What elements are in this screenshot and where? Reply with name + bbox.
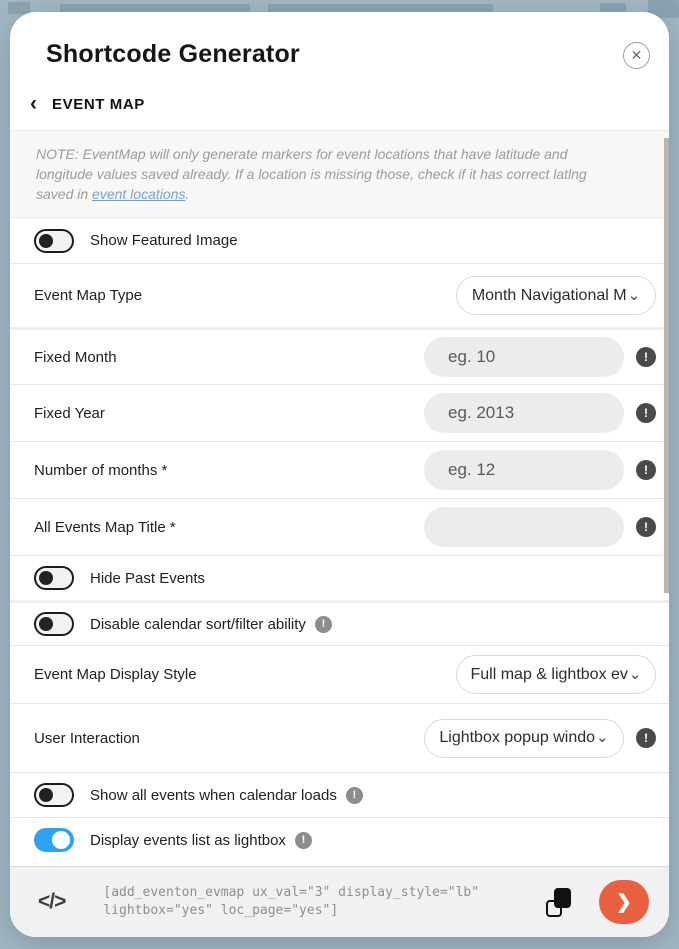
select-value: Lightbox popup windo: [439, 729, 596, 747]
row-label: Show all events when calendar loads: [90, 786, 337, 804]
toggle-knob: [39, 788, 53, 802]
row-label: Event Map Type: [34, 287, 143, 305]
generate-next-button[interactable]: [599, 880, 649, 924]
back-chevron-icon[interactable]: ‹: [30, 92, 37, 115]
row-display-events-list-lightbox: [10, 817, 669, 862]
info-icon[interactable]: !: [636, 728, 656, 748]
info-icon[interactable]: !: [636, 403, 656, 423]
toggle-knob: [39, 571, 53, 585]
row-event-map-display-style: [10, 645, 669, 703]
row-label: Fixed Month: [34, 348, 117, 366]
modal-header: [10, 12, 669, 69]
row-disable-calendar-sort: [10, 600, 669, 645]
user-interaction-select[interactable]: [424, 719, 624, 758]
code-icon: </>: [38, 890, 66, 913]
row-fixed-year: [10, 384, 669, 441]
event-map-type-select[interactable]: [456, 276, 656, 315]
row-label: Display events list as lightbox: [90, 831, 286, 849]
toggle-knob: [39, 234, 53, 248]
note-text: NOTE: EventMap will only generate markers for event locations that have latitude and longitude values saved already. If a location is missing those, check if it has correct latlng saved in: [36, 146, 587, 203]
hide-past-events-toggle[interactable]: [34, 566, 74, 590]
row-show-featured-image: [10, 218, 669, 263]
copy-icon: [554, 888, 571, 908]
modal-title: Shortcode Generator: [46, 40, 300, 68]
row-label: Hide Past Events: [90, 569, 206, 587]
row-show-all-events-on-load: [10, 772, 669, 817]
event-map-display-style-select[interactable]: [456, 655, 656, 694]
all-events-map-title-input[interactable]: [424, 507, 624, 547]
chevron-down-icon: ⌄: [596, 729, 609, 747]
shortcode-generator-modal: [10, 12, 669, 937]
disable-calendar-sort-toggle[interactable]: [34, 612, 74, 636]
toggle-knob: [52, 831, 70, 849]
row-hide-past-events: [10, 555, 669, 600]
row-all-events-map-title: [10, 498, 669, 555]
fixed-year-input[interactable]: [424, 393, 624, 433]
info-icon[interactable]: !: [346, 787, 363, 804]
row-label: User Interaction: [34, 729, 140, 747]
note-text-end: .: [185, 186, 190, 203]
info-icon[interactable]: !: [636, 460, 656, 480]
copy-button[interactable]: [546, 888, 571, 917]
shortcode-footer: [10, 866, 669, 937]
close-button[interactable]: [623, 42, 650, 69]
row-number-of-months: [10, 441, 669, 498]
scrollbar-thumb[interactable]: [664, 138, 669, 593]
close-icon: ✕: [630, 47, 643, 63]
shortcode-line: lightbox="yes" loc_page="yes"]: [103, 903, 339, 918]
row-label: Number of months *: [34, 461, 168, 479]
event-locations-link[interactable]: event locations: [92, 186, 186, 203]
note-banner: [10, 130, 669, 218]
section-title: EVENT MAP: [52, 95, 145, 113]
section-header: [10, 92, 669, 115]
toggle-knob: [39, 617, 53, 631]
settings-list: [10, 218, 669, 862]
info-icon[interactable]: !: [295, 832, 312, 849]
row-fixed-month: [10, 327, 669, 384]
shortcode-line: [add_eventon_evmap ux_val="3" display_style="lb": [103, 885, 480, 901]
info-icon[interactable]: !: [636, 517, 656, 537]
show-featured-image-toggle[interactable]: [34, 229, 74, 253]
fixed-month-input[interactable]: [424, 337, 624, 377]
row-label: Event Map Display Style: [34, 666, 197, 684]
arrow-right-icon: ❯: [616, 891, 632, 913]
info-icon[interactable]: !: [315, 616, 332, 633]
select-value: Month Navigational M: [471, 286, 627, 304]
display-events-lightbox-toggle[interactable]: [34, 828, 74, 852]
row-event-map-type: [10, 263, 669, 327]
row-user-interaction: [10, 703, 669, 772]
info-icon[interactable]: !: [636, 347, 656, 367]
row-label: Fixed Year: [34, 404, 105, 422]
chevron-down-icon: ⌄: [627, 286, 641, 304]
number-of-months-input[interactable]: [424, 450, 624, 490]
show-all-events-toggle[interactable]: [34, 783, 74, 807]
row-label: Show Featured Image: [90, 232, 238, 250]
generated-shortcode[interactable]: [103, 884, 546, 919]
row-label: Disable calendar sort/filter ability: [90, 615, 306, 633]
row-label: All Events Map Title *: [34, 518, 176, 536]
chevron-down-icon: ⌄: [628, 665, 642, 683]
select-value: Full map & lightbox ev: [470, 665, 628, 683]
